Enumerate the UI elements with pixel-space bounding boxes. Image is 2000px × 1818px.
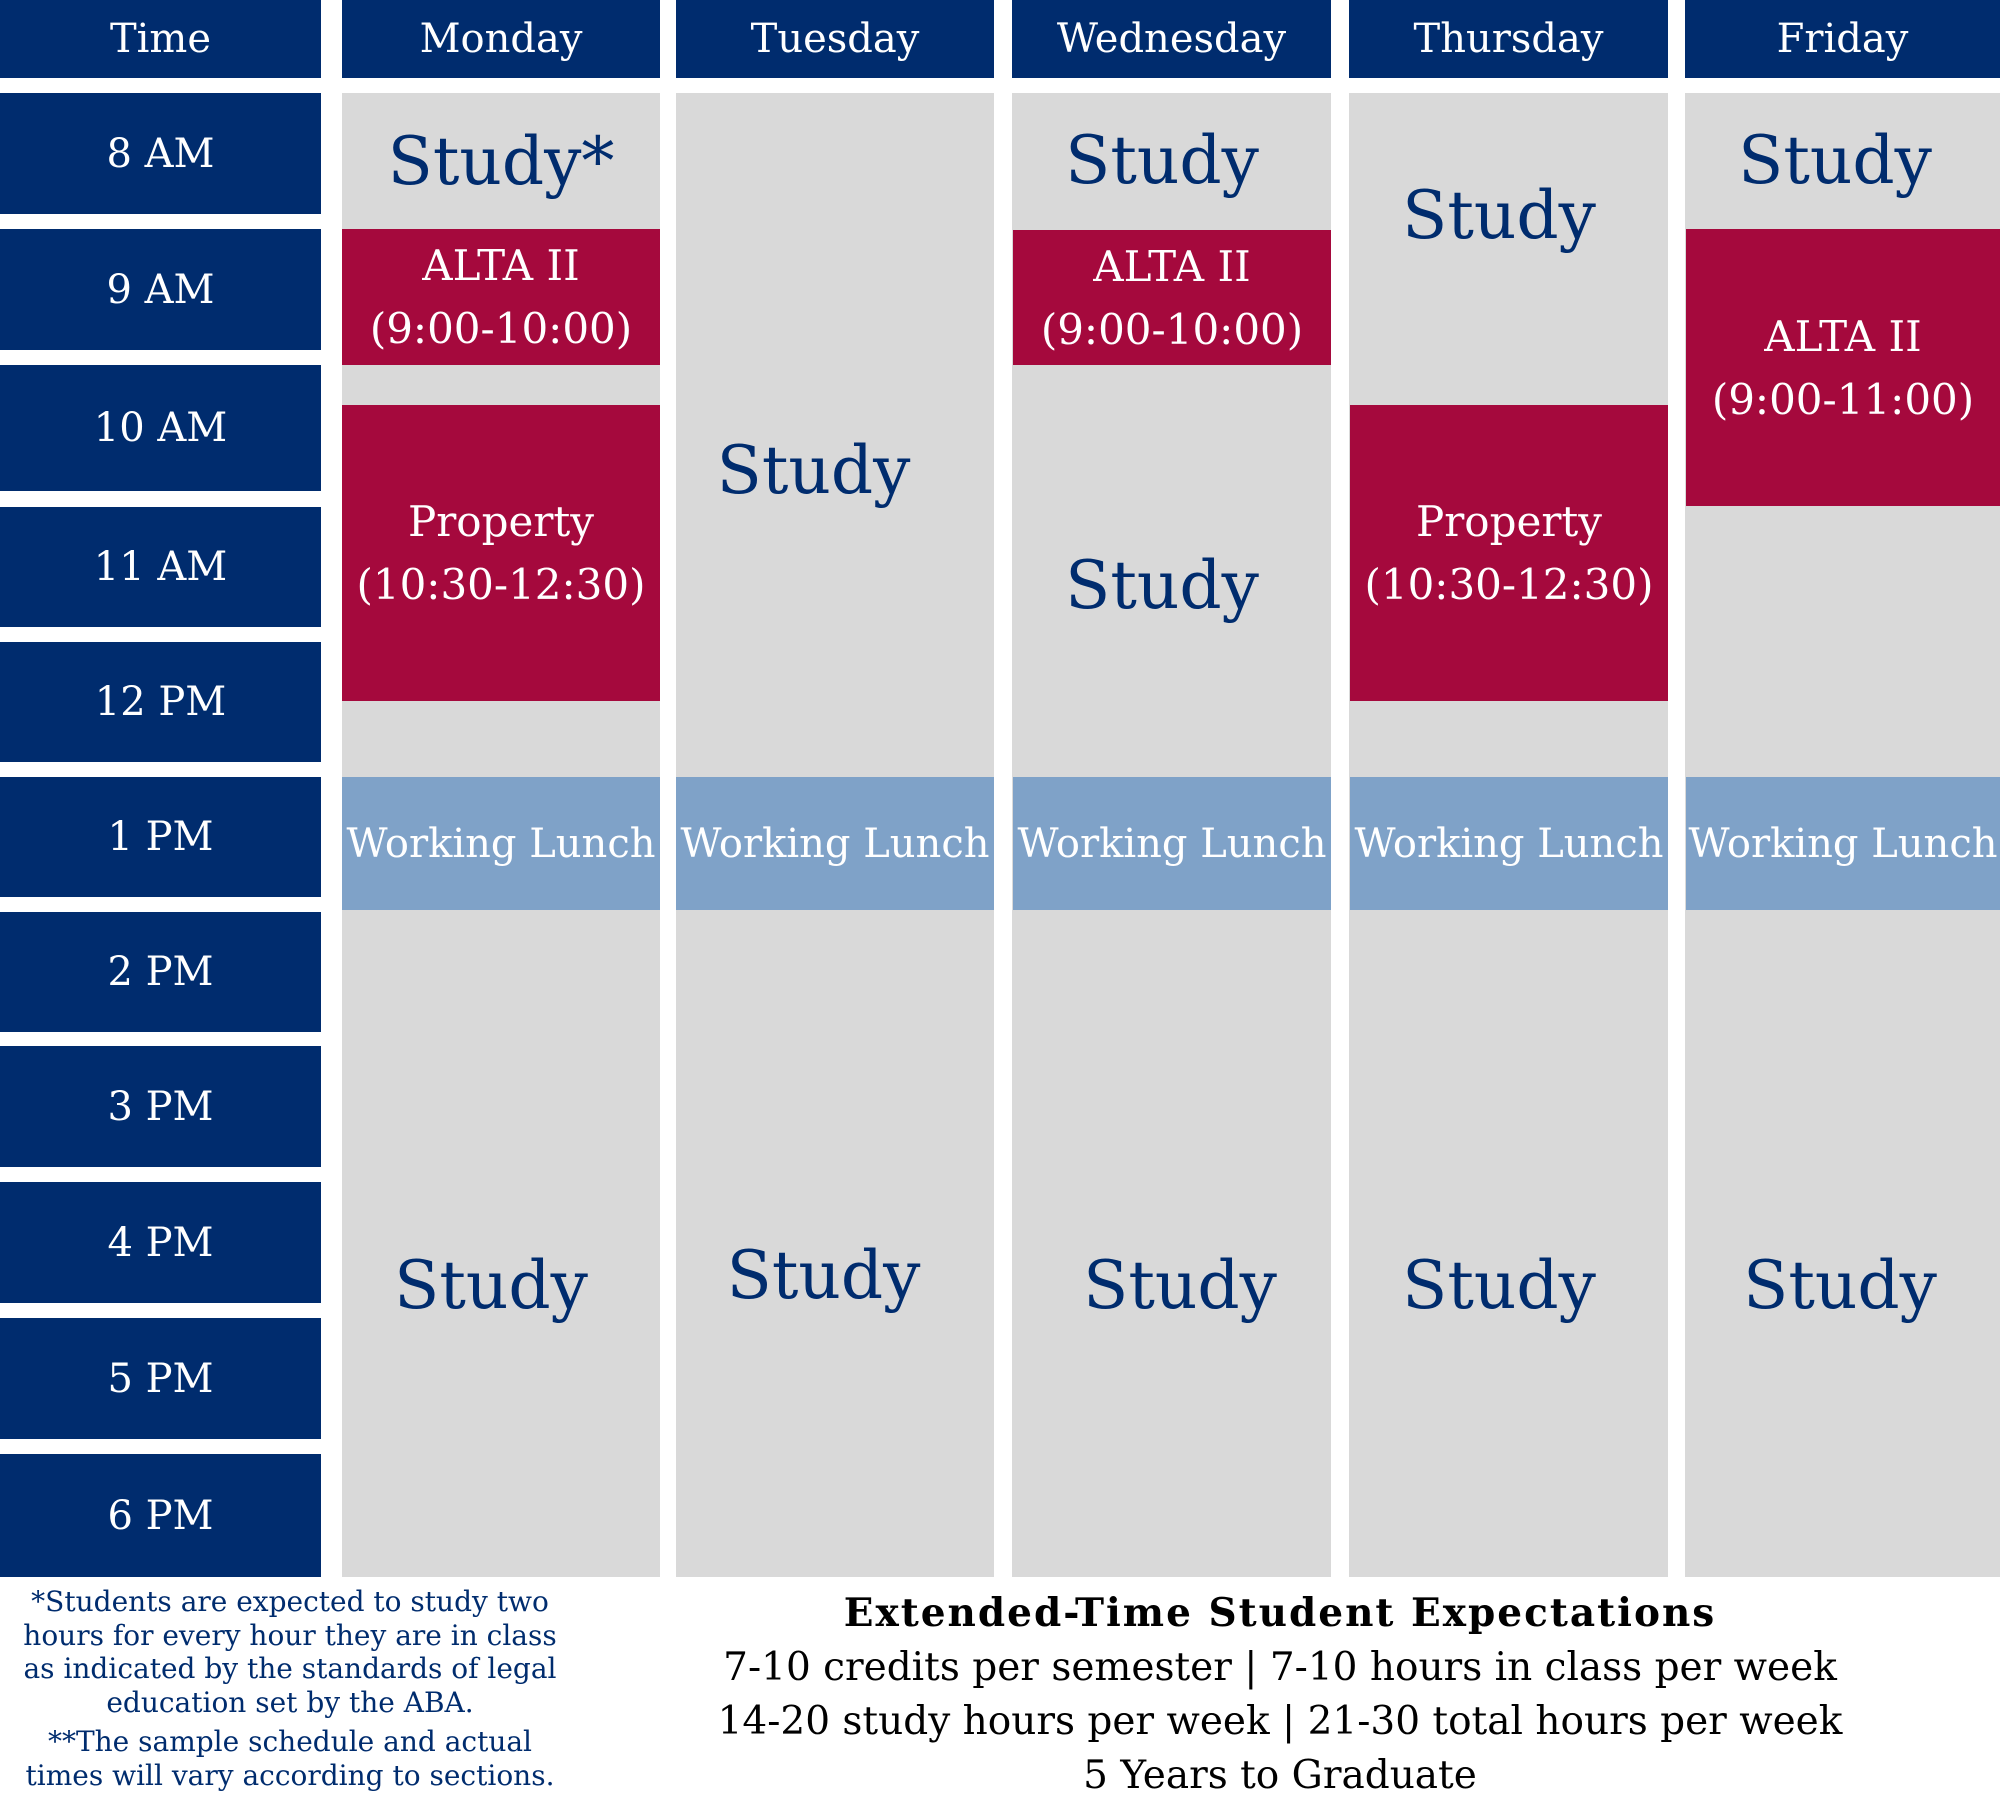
wednesday-alta-block	[1013, 230, 1331, 365]
monday-property-time: (10:30-12:30)	[356, 560, 646, 609]
monday-alta-title: ALTA II	[422, 241, 580, 290]
wednesday-alta-time: (9:00-10:00)	[1040, 304, 1304, 354]
header-friday: Friday	[1685, 0, 2000, 78]
footnote-line: **The sample schedule and actual	[47, 1725, 533, 1758]
tuesday-lunch: Working Lunch	[676, 777, 994, 910]
header-thursday: Thursday	[1349, 0, 1668, 78]
monday-property-block	[342, 405, 660, 701]
time-slot: 5 PM	[0, 1318, 321, 1439]
thursday-property-block	[1350, 405, 1668, 701]
monday-alta-time: (9:00-10:00)	[369, 304, 633, 353]
friday-study-afternoon: Study	[1743, 1246, 1937, 1324]
wednesday-lunch: Working Lunch	[1013, 777, 1331, 910]
thursday-property-time: (10:30-12:30)	[1364, 560, 1654, 609]
header-time: Time	[0, 0, 321, 78]
footnote-line: hours for every hour they are in class	[23, 1618, 557, 1652]
wednesday-study-morning: Study	[1065, 546, 1259, 624]
time-slot: 12 PM	[0, 642, 321, 762]
expectations-line: 5 Years to Graduate	[1083, 1753, 1477, 1798]
footnote-line: education set by the ABA.	[106, 1685, 474, 1719]
wednesday-study-afternoon: Study	[1083, 1246, 1277, 1324]
thursday-property-title: Property	[1415, 497, 1603, 546]
tuesday-study-morning: Study	[716, 431, 911, 509]
footnote-line: times will vary according to sections.	[25, 1758, 555, 1792]
time-slot: 1 PM	[0, 777, 321, 897]
expectations-title: Extended-Time Student Expectations	[843, 1590, 1717, 1636]
monday-study-morning: Study*	[387, 122, 615, 200]
thursday-lunch: Working Lunch	[1350, 777, 1668, 910]
wednesday-alta-title: ALTA II	[1093, 241, 1251, 291]
time-slot: 4 PM	[0, 1182, 321, 1303]
header-tuesday: Tuesday	[676, 0, 994, 78]
footnote-sample-schedule	[10, 1725, 570, 1792]
monday-alta-block	[342, 229, 660, 365]
thursday-study-afternoon: Study	[1402, 1246, 1596, 1324]
time-slot: 3 PM	[0, 1046, 321, 1167]
footnote-line: *Students are expected to study two	[31, 1585, 549, 1618]
footnote-line: as indicated by the standards of legal	[23, 1652, 557, 1686]
tuesday-study-afternoon: Study	[726, 1236, 921, 1314]
wednesday-study-early: Study	[1065, 121, 1259, 199]
monday-property-title: Property	[407, 497, 595, 546]
time-slot: 2 PM	[0, 912, 321, 1032]
friday-alta-block	[1686, 229, 2000, 506]
friday-alta-title: ALTA II	[1764, 311, 1922, 361]
friday-lunch: Working Lunch	[1686, 777, 2000, 910]
time-slot: 6 PM	[0, 1454, 321, 1577]
expectations-line: 7-10 credits per semester | 7-10 hours in class per week	[723, 1645, 1837, 1690]
time-slot: 8 AM	[0, 93, 321, 214]
header-wednesday: Wednesday	[1012, 0, 1331, 78]
monday-lunch: Working Lunch	[342, 777, 660, 910]
time-slot: 10 AM	[0, 365, 321, 491]
monday-study-afternoon: Study	[394, 1246, 588, 1324]
friday-alta-time: (9:00-11:00)	[1711, 374, 1975, 424]
friday-study-early: Study	[1738, 121, 1932, 199]
footnote-study-expectation	[10, 1585, 570, 1719]
expectations-line: 14-20 study hours per week | 21-30 total hours per week	[717, 1699, 1843, 1744]
time-slot: 9 AM	[0, 229, 321, 350]
header-monday: Monday	[342, 0, 660, 78]
thursday-study-morning: Study	[1402, 176, 1596, 254]
time-slot: 11 AM	[0, 507, 321, 627]
